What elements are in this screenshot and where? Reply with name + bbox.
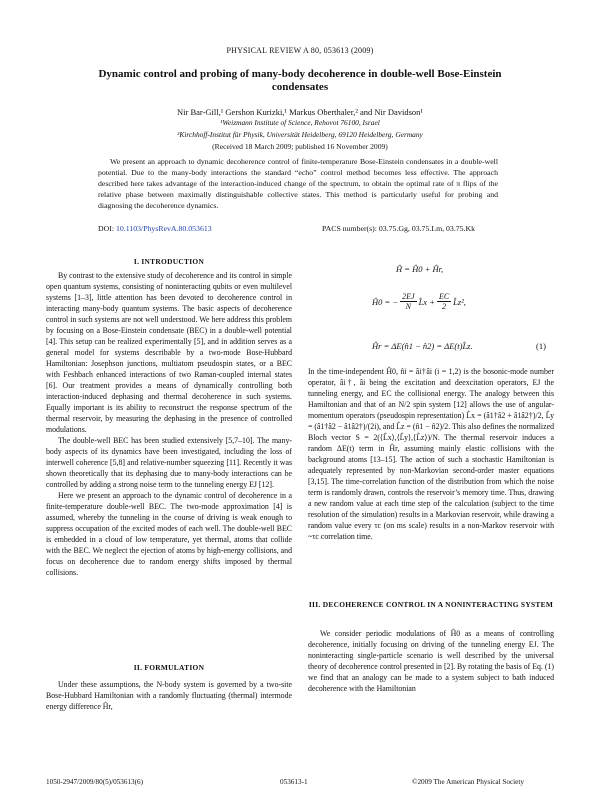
journal-header: PHYSICAL REVIEW A 80, 053613 (2009) [226, 46, 374, 55]
pacs-numbers: PACS number(s): 03.75.Gg, 03.75.Lm, 03.75.Kk [322, 224, 476, 233]
paper-title: Dynamic control and probing of many-body decoherence in double-well Bose-Einstein condensates [98, 68, 502, 93]
eq-term: L̂z², [453, 296, 466, 307]
doi-label: DOI: [98, 224, 115, 233]
paragraph: Here we present an approach to the dynamic control of decoherence in a finite-temperature double-well BEC. The two-mode approximation [4] is assumed, whereby the tunneling in the course of driving is weak enough to suppress occupation of the excited modes of each well. The double-well BEC is embedded in a cloud of low temperature, yet thermal, atoms that collide with the BEC. We neglect the ejection of atoms by high-energy collisions, and focus on decoherence due to random energy shifts imposed by thermal collisions. [46, 491, 292, 578]
doi-link[interactable]: 10.1103/PhysRevA.80.053613 [115, 224, 212, 233]
equation-h0 [372, 292, 466, 311]
denominator: 2 [442, 302, 447, 311]
paragraph: By contrast to the extensive study of decoherence and its control in simple open quantum systems, consisting of noninteracting qubits or even multilevel systems [1–3], little attention has been devoted to decoherence control in interacting many-body quantum systems. The basic aspects of decoherence control in such systems are not well understood. We here address this problem by focusing on a Bose-Einstein condensate (BEC) in a double-well potential [4]. This setup can be realized experimentally [5], and in addition serves as a general model for systems describable by a two-mode Bose-Hubbard Hamiltonian: Josephson junctions, multiatom pseudospin states, or a BEC with Feshbach enhanced interactions of two Raman-coupled internal states [6]. Our treatment provides a means of dynamically controlling both interaction-induced dephasing and thermal decoherence in such systems. Equally important is its ability to reconstruct the response spectrum of the thermal reservoir, by measuring the dephasing in the presence of controlled modulations. [46, 271, 292, 435]
equation-hr: Ĥr = ΔE(n̂1 − n̂2) = ΔE(t)L̂z. [372, 341, 473, 351]
paragraph: Under these assumptions, the N-body system is governed by a two-site Bose-Hubbard Hamiltonian with a randomly fluctuating (thermal) intermode energy difference Ĥr, [46, 680, 292, 712]
footer-issn: 1050-2947/2009/80(5)/053613(6) [46, 778, 144, 786]
equation-number: (1) [536, 341, 546, 351]
numerator: 2EJ [402, 292, 415, 301]
section-heading-formulation: II. FORMULATION [133, 663, 205, 672]
intro-text [46, 270, 292, 578]
paragraph: The double-well BEC has been studied extensively [5,7–10]. The many-body aspects of its dynamics have been investigated, including the loss of interwell coherence [5,8] and relative-number squeezing [11]. Recently it was shown theoretically that its dephasing due to many-body interactions can be controlled by adding a strong noise term to the tunneling energy EJ [12]. [46, 436, 292, 490]
paragraph: We consider periodic modulations of Ĥ0 as a means of controlling decoherence, initially focusing on driving of the tunneling energy EJ. The noninteracting single-particle scenario is well described by the universal theory of decoherence control presented in [2]. By rotating the basis of Eq. (1) we find that an analogy can be made to a system subject to bath induced decoherence with the Hamiltonian [308, 629, 554, 694]
author-list: Nir Bar-Gill,¹ Gershon Kurizki,¹ Markus Oberthaler,² and Nir Davidson¹ [177, 107, 423, 117]
fraction [400, 292, 416, 311]
page-number: 053613-1 [280, 778, 308, 786]
copyright: ©2009 The American Physical Society [412, 778, 524, 786]
eq-term: Ĥ0 = − [372, 296, 399, 307]
received-dates: (Received 18 March 2009; published 16 November 2009) [212, 142, 388, 151]
section-heading-introduction: I. INTRODUCTION [133, 257, 205, 266]
abstract: We present an approach to dynamic decoherence control of finite-temperature Bose-Einstein condensates in a double-well potential. Due to the many-body interactions the standard “echo” control method becomes less effective. The approach described here takes advantage of the interaction-induced change of the spectrum, to obtain the optimal rate of π flips of the relative phase between maximally distinguishable collective states. This method is particularly useful for probing and diagnosing the decoherence dynamics. [98, 157, 498, 211]
equation-hamiltonian: Ĥ = Ĥ0 + Ĥr, [396, 264, 444, 274]
affiliation-1: ¹Weizmann Institute of Science, Rehovot 76100, Israel [220, 118, 380, 127]
section-heading-decoherence-control: III. DECOHERENCE CONTROL IN A NONINTERACTING SYSTEM [308, 600, 554, 609]
right-column-text [308, 366, 554, 542]
eq-term: L̂x + [418, 296, 435, 307]
section-iii-text [308, 628, 554, 694]
fraction [437, 292, 451, 311]
affiliation-2: ²Kirchhoff-Institut für Physik, Universität Heidelberg, 69120 Heidelberg, Germany [177, 130, 423, 139]
paragraph: In the time-independent Ĥ0, n̂i = âi†âi (i = 1,2) is the bosonic-mode number operator, âi†, âi being the excitation and deexcitation operators, EJ the tunneling energy, and EC the collisional energy. The analogy between this Hamiltonian and that of an N/2 spin system [12] allows the use of angular-momentum operators (pseudospin representation) L̂x = (â1†â2 + â1â2†)/2, L̂y = (â1†â2 − â1â2†)/(2i), and L̂z = (n̂1 − n̂2)/2. This also defines the normalized Bloch vector S = 2(⟨L̂x⟩,⟨L̂y⟩,⟨L̂z⟩)/N. The thermal reservoir induces a random ΔE(t) term in Ĥr, assuming mainly elastic collisions with the background atoms [13–15]. The action of such a stochastic Hamiltonian is adequately represented by non-Markovian second-order master equations [3,15]. The time-correlation function of the distribution from which the noise term is randomly drawn, controls the reservoir’s memory time. Thus, drawing a new random value at each time step of the calculation (subject to the time resolution of the simulation) results in a Markovian reservoir, while drawing a random value every τc (on ms scale) results in a non-Markov reservoir with ~τc correlation time. [308, 367, 554, 542]
doi-line [98, 224, 212, 233]
numerator: EC [438, 292, 450, 301]
formulation-text [46, 679, 292, 712]
denominator: N [405, 302, 412, 311]
